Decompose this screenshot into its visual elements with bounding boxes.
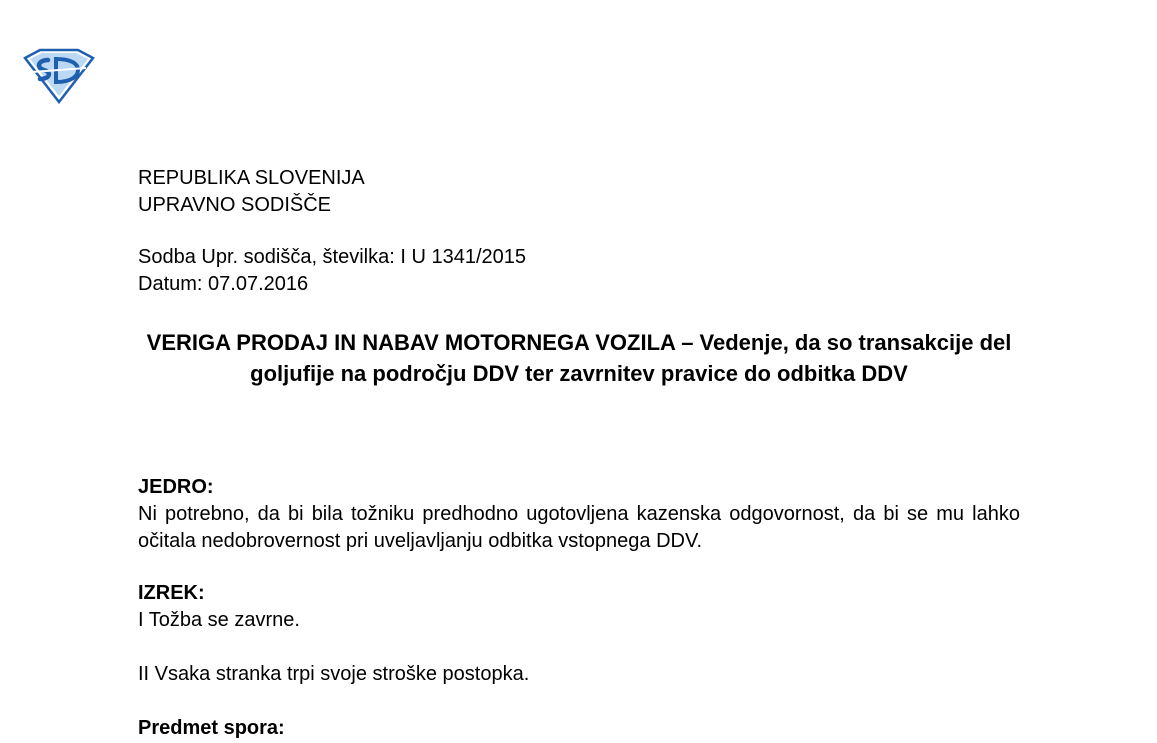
court-logo-icon bbox=[22, 48, 96, 104]
izrek-item-1: I Tožba se zavrne. bbox=[138, 609, 300, 631]
izrek-item-2-block bbox=[138, 661, 529, 688]
case-number: Sodba Upr. sodišča, številka: I U 1341/2015 bbox=[138, 246, 527, 268]
izrek-heading: IZREK: bbox=[138, 582, 205, 604]
predmet-heading: Predmet spora: bbox=[138, 717, 285, 739]
predmet-section bbox=[138, 715, 285, 742]
izrek-item-2: II Vsaka stranka trpi svoje stroške postopka. bbox=[138, 663, 530, 685]
document-title: VERIGA PRODAJ IN NABAV MOTORNEGA VOZILA – Vedenje, da so transakcije del goljufije na področju DDV ter zavrnitev pravice do odbitka DDV bbox=[146, 330, 1012, 386]
jedro-section bbox=[138, 474, 1020, 555]
jedro-text: Ni potrebno, da bi bila tožniku predhodno ugotovljena kazenska odgovornost, da bi se mu lahko očitala nedobrovernost pri uveljavljanju odbitka vstopnega DDV. bbox=[138, 503, 1020, 552]
case-date: Datum: 07.07.2016 bbox=[138, 273, 309, 295]
case-info bbox=[138, 244, 526, 298]
country-name: REPUBLIKA SLOVENIJA bbox=[138, 167, 365, 189]
izrek-section bbox=[138, 580, 300, 634]
court-name: UPRAVNO SODIŠČE bbox=[138, 194, 331, 216]
jedro-heading: JEDRO: bbox=[138, 476, 214, 498]
court-header bbox=[138, 165, 365, 219]
